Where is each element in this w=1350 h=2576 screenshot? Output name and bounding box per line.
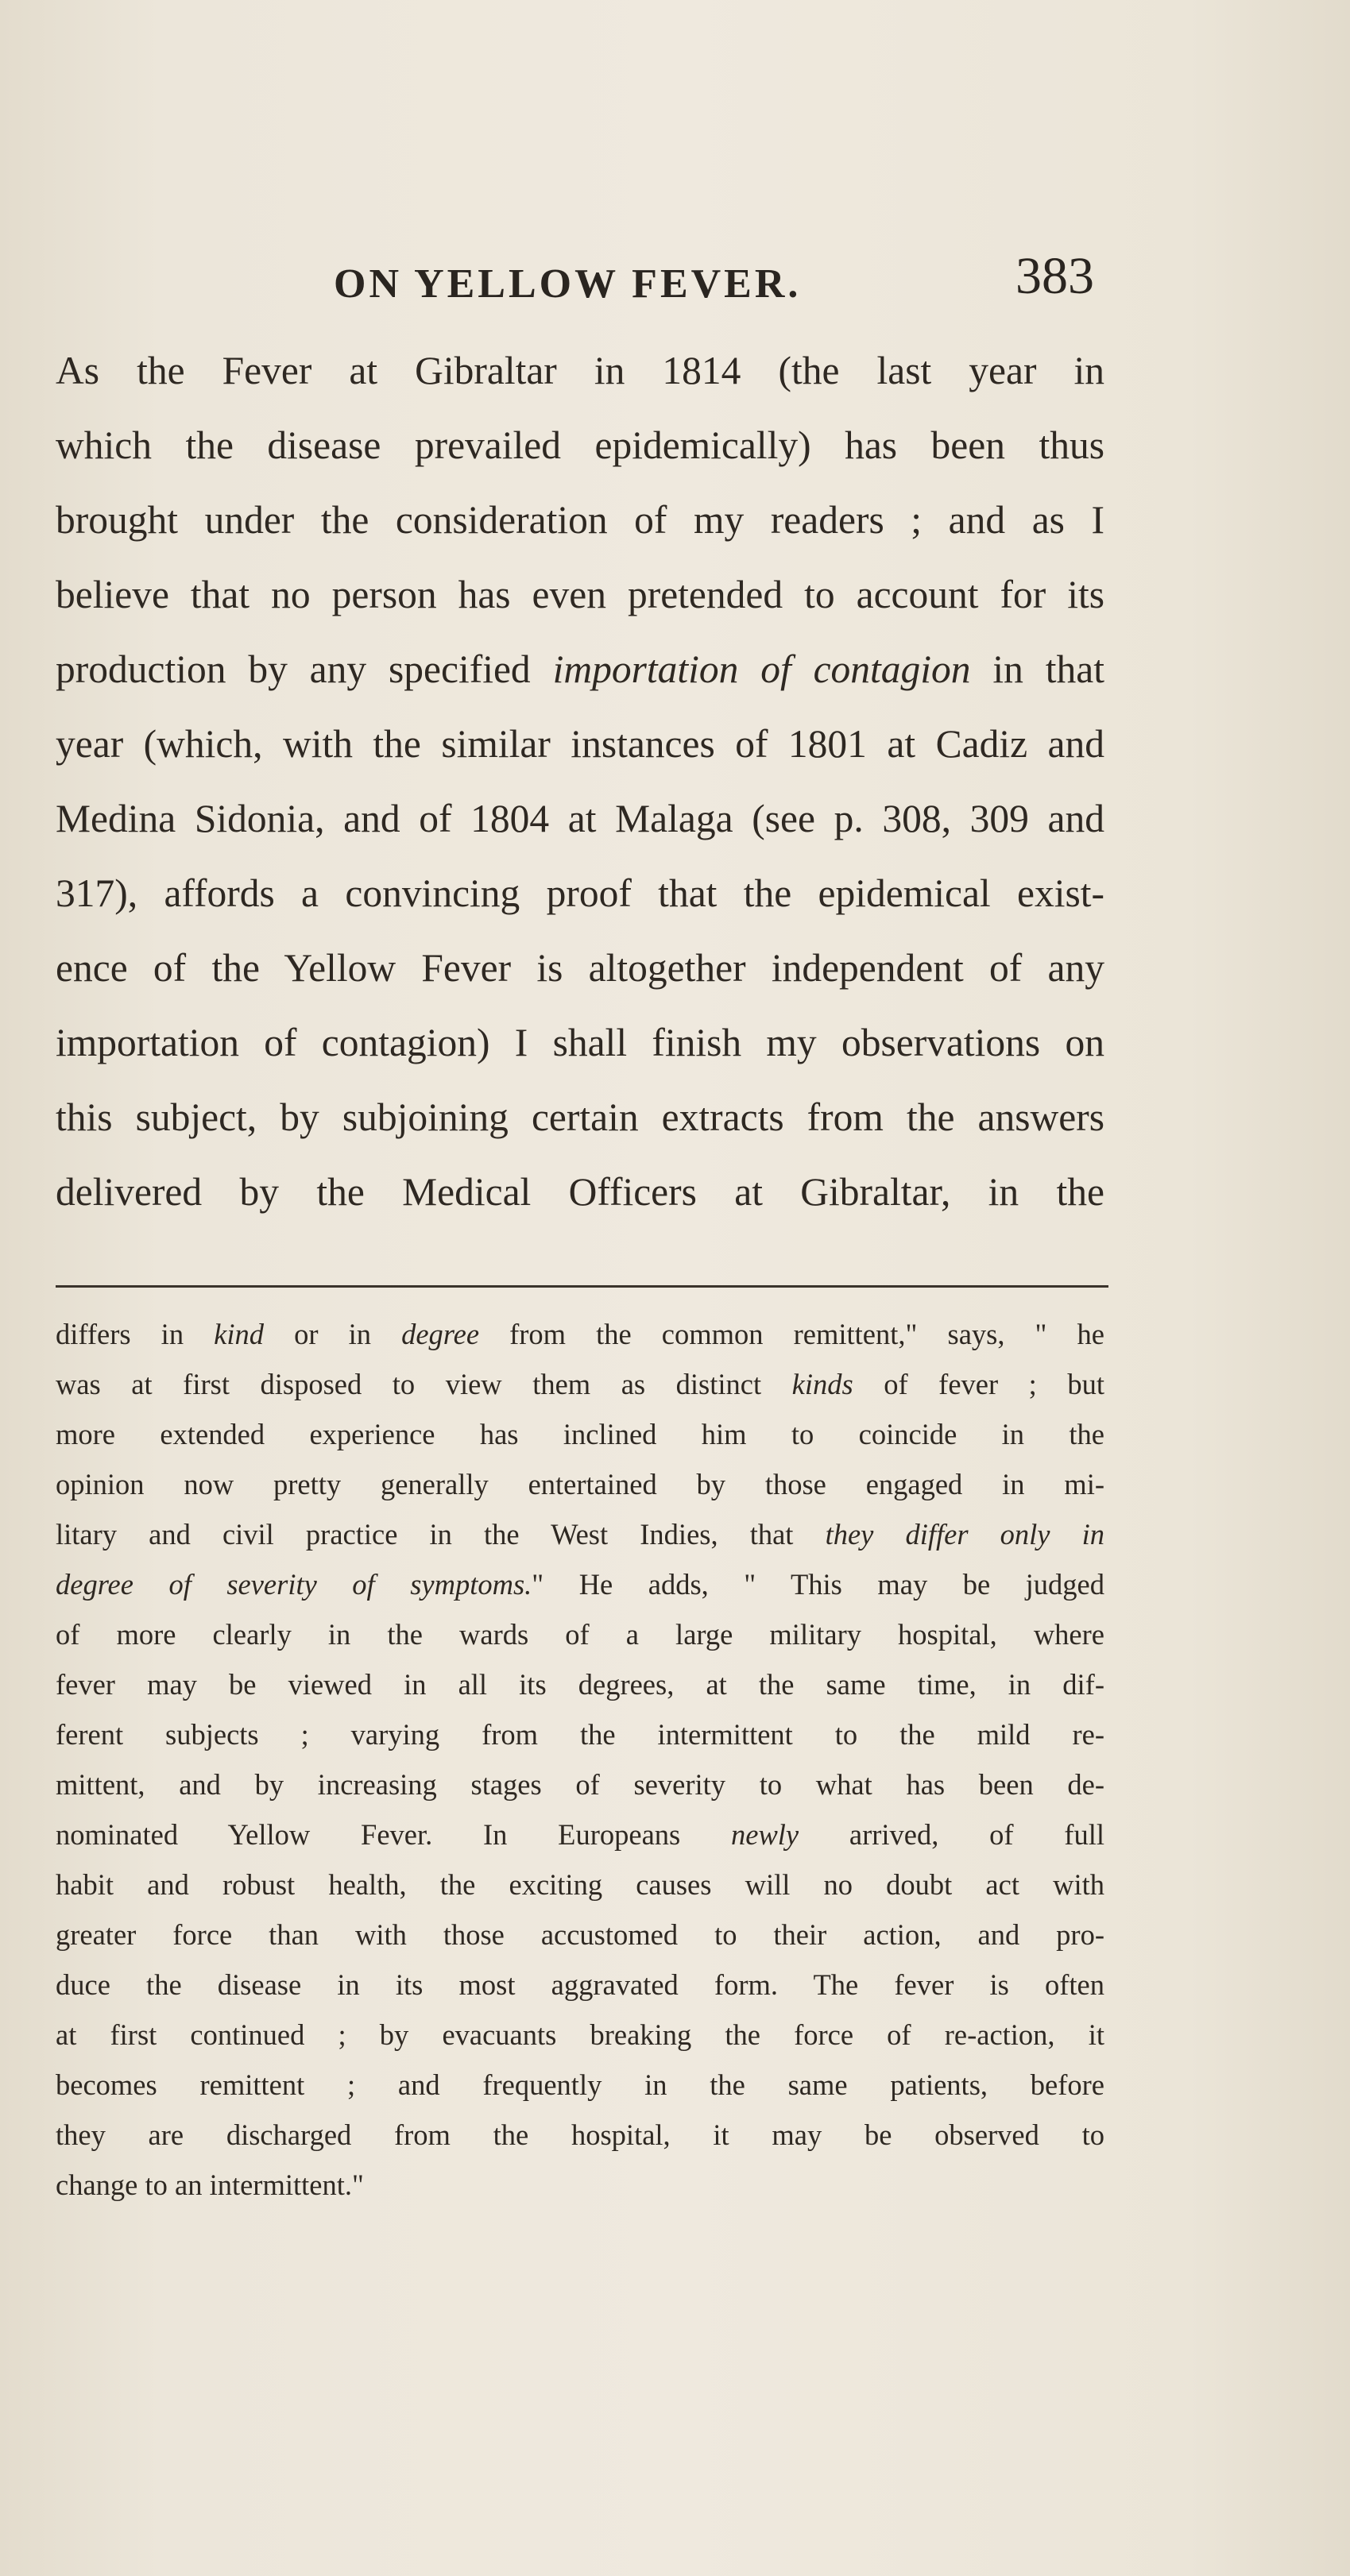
italic-phrase: they differ only in: [825, 1518, 1104, 1551]
body-text-line: 317), affords a convincing proof that the epidemical exist-: [56, 871, 1104, 915]
footnote-line: [56, 1809, 1104, 1860]
footnote-line: [56, 1309, 1104, 1359]
body-text-line: which the disease prevailed epidemically) has been thus: [56, 423, 1104, 467]
page-header: [0, 238, 1350, 310]
footnote-divider: [56, 1285, 1108, 1288]
body-text-line: Medina Sidonia, and of 1804 at Malaga (see p. 308, 309 and: [56, 797, 1104, 840]
footnote-text: [56, 1309, 1104, 2210]
text-segment: litary and civil practice in the West Indies, that: [56, 1518, 826, 1551]
footnote-line: opinion now pretty generally entertained by those engaged in mi-: [56, 1468, 1104, 1500]
footnote-line: becomes remittent ; and frequently in the same patients, before: [56, 2068, 1104, 2101]
italic-phrase: kinds: [791, 1368, 853, 1400]
running-head: ON YELLOW FEVER.: [334, 261, 802, 307]
body-text-line: importation of contagion) I shall finish my observations on: [56, 1021, 1104, 1064]
footnote-line: more extended experience has inclined him to coincide in the: [56, 1418, 1104, 1450]
footnote-line: habit and robust health, the exciting causes will no doubt act with: [56, 1868, 1104, 1901]
text-segment: in that: [970, 647, 1105, 691]
text-segment: production by any specified: [56, 647, 553, 691]
text-segment: arrived, of full: [799, 1818, 1104, 1851]
text-segment: from the common remittent," says, " he: [479, 1318, 1104, 1350]
text-segment: nominated Yellow Fever. In Europeans: [56, 1818, 731, 1851]
body-text-line: delivered by the Medical Officers at Gibraltar, in the: [56, 1170, 1104, 1214]
footnote-line: [56, 1509, 1104, 1559]
footnote-line: greater force than with those accustomed to their action, and pro-: [56, 1918, 1104, 1951]
footnote-line: [56, 1559, 1104, 1609]
page-number: 383: [1015, 247, 1094, 305]
italic-phrase: newly: [731, 1818, 799, 1851]
body-text-line: As the Fever at Gibraltar in 1814 (the last year in: [56, 349, 1104, 392]
footnote-line: of more clearly in the wards of a large military hospital, where: [56, 1618, 1104, 1651]
footnote-line: [56, 1359, 1104, 1409]
body-text-line: ence of the Yellow Fever is altogether independent of any: [56, 946, 1104, 990]
italic-phrase: degree: [401, 1318, 480, 1350]
italic-phrase: kind: [214, 1318, 265, 1350]
body-text-line: year (which, with the similar instances of 1801 at Cadiz and: [56, 722, 1104, 766]
text-segment: of fever ; but: [853, 1368, 1104, 1400]
body-text-line: brought under the consideration of my readers ; and as I: [56, 498, 1104, 542]
italic-phrase: degree of severity of symptoms.: [56, 1568, 532, 1601]
text-segment: was at first disposed to view them as distinct: [56, 1368, 792, 1400]
text-segment: differs in: [56, 1318, 215, 1350]
footnote-line: mittent, and by increasing stages of severity to what has been de-: [56, 1768, 1104, 1801]
text-segment: or in: [264, 1318, 402, 1350]
body-text-line: this subject, by subjoining certain extracts from the answers: [56, 1095, 1104, 1139]
footnote-line: they are discharged from the hospital, it may be observed to: [56, 2118, 1104, 2151]
body-text: [56, 334, 1104, 1230]
footnote-line: ferent subjects ; varying from the intermittent to the mild re-: [56, 1718, 1104, 1751]
body-text-line: believe that no person has even pretended to account for its: [56, 573, 1104, 616]
footnote-line: change to an intermittent.": [56, 2169, 364, 2201]
text-segment: " He adds, " This may be judged: [532, 1568, 1104, 1601]
footnote-line: fever may be viewed in all its degrees, at the same time, in dif-: [56, 1668, 1104, 1701]
body-text-line: [56, 632, 1104, 707]
footnote-line: at first continued ; by evacuants breaking the force of re-action, it: [56, 2018, 1104, 2051]
footnote-line: duce the disease in its most aggravated form. The fever is often: [56, 1968, 1104, 2001]
italic-phrase: importation of contagion: [552, 647, 971, 691]
